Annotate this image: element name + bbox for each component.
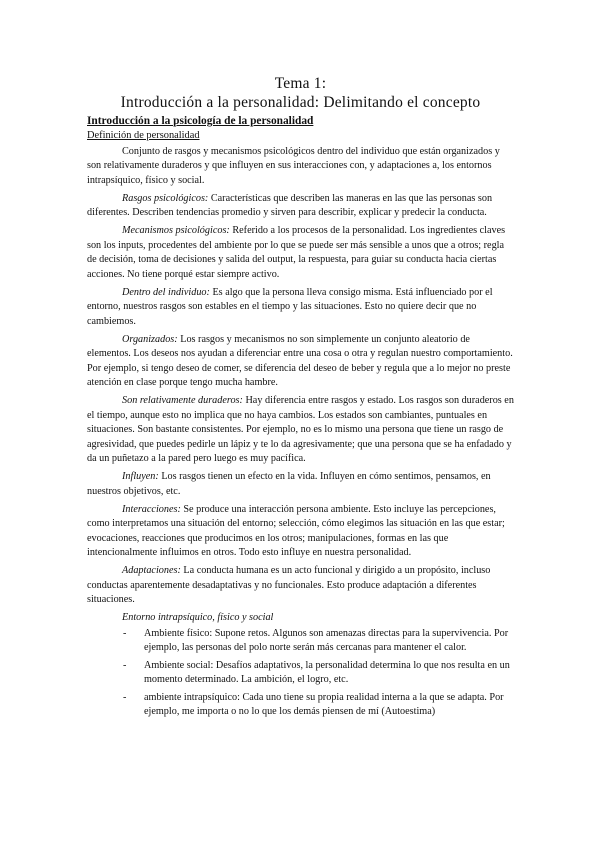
- list-item-text: ambiente intrapsíquico: Cada uno tiene su propia realidad interna a la que se adapta. Por ejemplo, me importa o no lo que los demás piensen de mí (Autoestima): [144, 691, 504, 717]
- paragraph-influyen: [87, 470, 514, 499]
- paragraph-text: Hay diferencia entre rasgos y estado. Los rasgos son duraderos en el tiempo, aunque esto no implica que no haya cambios. Los estados son cambiantes, puntuales en situaciones. Son bastante consistentes. Por ejemplo, no es lo mismo una persona que tiene un rasgo de agresividad, que puedes pedirle un lápiz y te lo da agresivamente; que una persona que se ha enfadado y da un puñetazo a la pared pero luego es muy pacífica.: [87, 395, 514, 464]
- bullet-dash: -: [123, 627, 127, 639]
- paragraph-term: Adaptaciones:: [122, 565, 181, 576]
- paragraph-rasgos: [87, 192, 514, 221]
- bullet-dash: -: [123, 691, 127, 703]
- paragraph-text: Los rasgos tienen un efecto en la vida. Influyen en cómo sentimos, pensamos, en nuestros objetivos, etc.: [87, 471, 491, 497]
- paragraph-term: Son relativamente duraderos:: [122, 395, 243, 406]
- paragraph-term: Organizados:: [122, 333, 178, 345]
- list-item: [87, 691, 514, 720]
- document-subtitle: Introducción a la personalidad: Delimitando el concepto: [120, 94, 481, 111]
- entorno-list: [87, 627, 514, 720]
- paragraph-text: Conjunto de rasgos y mecanismos psicológicos dentro del individuo que están organizados y son relativamente duraderos y que influyen en sus interacciones con, y adaptaciones a, los entornos intrapsíquico, físico y social.: [87, 145, 500, 186]
- paragraph-text: La conducta humana es un acto funcional y dirigido a un propósito, incluso conductas aparentemente desadaptativas y no funcionales. Esto produce adaptación a diferentes situaciones.: [87, 565, 491, 605]
- section-subheading: Definición de personalidad: [87, 130, 200, 141]
- paragraph-text: Características que describen las maneras en las que las personas son diferentes. Describen tendencias promedio y sirven para describir, explicar y predecir la conducta.: [87, 192, 493, 218]
- list-item: [87, 659, 514, 688]
- paragraph-term: Mecanismos psicológicos:: [122, 225, 230, 236]
- bullet-dash: -: [123, 659, 127, 671]
- paragraph-duraderos: [87, 394, 514, 467]
- paragraph-dentro-individuo: [87, 286, 514, 330]
- paragraph-text: Los rasgos y mecanismos no son simplemente un conjunto aleatorio de elementos. Los deseos nos ayudan a diferenciar entre una cosa o otra y regulan nuestro comportamiento. Por ejemplo, si tengo deseo de comer, se diferencia del deseo de beber y regula que a lo mejor no preste atención en clase porque tengo mucha hambre.: [87, 333, 513, 388]
- paragraph-text: Es algo que la persona lleva consigo misma. Está influenciado por el entorno, nuestros rasgos son estables en el tiempo y las situaciones. Esto no quiere decir que no cambiemos.: [87, 286, 493, 327]
- paragraph-interacciones: [87, 503, 514, 561]
- paragraph-term: Interacciones:: [122, 503, 181, 515]
- entorno-heading: Entorno intrapsíquico, físico y social: [122, 612, 274, 623]
- list-item-text: Ambiente físico: Supone retos. Algunos son amenazas directas para la supervivencia. Por ejemplo, las personas del polo norte serán más cercanas para mantener el calor.: [144, 627, 509, 653]
- paragraph-text: Se produce una interacción persona ambiente. Esto incluye las percepciones, como interpretamos una situación del entorno; selección, cómo elegimos las situación en las que estar; evocaciones, reacciones que producimos en los otros; manipulaciones, formas en las que intencionalmente influimos en otros. Todo esto influye en nuestra personalidad.: [87, 503, 505, 558]
- paragraph-list: [87, 145, 514, 608]
- paragraph-term: Influyen:: [122, 471, 159, 482]
- paragraph-organizados: [87, 333, 514, 391]
- paragraph-term: Rasgos psicológicos:: [122, 192, 209, 204]
- paragraph-term: Dentro del individuo:: [122, 286, 210, 298]
- document-title: Tema 1:: [274, 75, 327, 92]
- paragraph-mecanismos: [87, 224, 514, 282]
- list-item-text: Ambiente social: Desafíos adaptativos, la personalidad determina lo que nos resulta en un momento determinado. La ambición, el logro, etc.: [144, 659, 510, 685]
- definition-paragraph: [87, 145, 514, 189]
- paragraph-text: Referido a los procesos de la personalidad. Los ingredientes claves son los inputs, procedentes del ambiente por lo que se puede ser más sensible a unos que a otros; regla de decisión, toma de decisiones y salida del output, la respuesta, para guiar su conducta hacia ciertas acciones. No tiene porqué estar siempre activo.: [87, 225, 506, 280]
- list-item: [87, 627, 514, 656]
- section-heading: Introducción a la psicología de la personalidad: [87, 115, 314, 127]
- paragraph-adaptaciones: [87, 564, 514, 608]
